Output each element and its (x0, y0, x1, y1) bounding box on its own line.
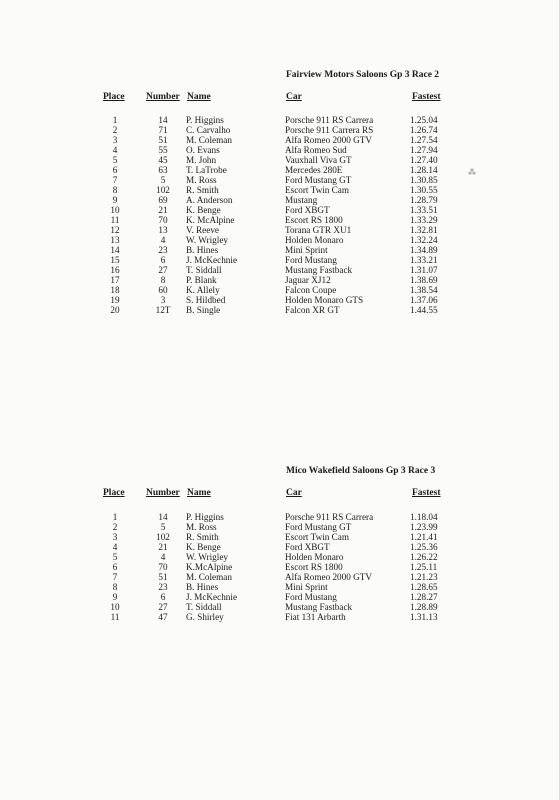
table-row (0, 195, 560, 205)
number-cell: 6 (160, 255, 166, 265)
number-cell: 51 (158, 135, 168, 145)
number-cell: 45 (158, 155, 168, 165)
fastest-lap-cell: 1.26.74 (410, 125, 438, 135)
fastest-lap-cell: 1.38.69 (410, 275, 438, 285)
car-cell: Mercedes 280E (285, 165, 343, 175)
driver-name-cell: B. Hines (186, 245, 219, 255)
fastest-lap-cell: 1.37.06 (410, 295, 438, 305)
table-row (0, 285, 560, 295)
table-row (0, 602, 560, 612)
number-cell: 12T (155, 305, 171, 315)
table-row (0, 572, 560, 582)
driver-name-cell: S. Hildbed (186, 295, 226, 305)
number-cell: 3 (160, 295, 166, 305)
place-cell: 5 (112, 552, 118, 562)
table-row (0, 245, 560, 255)
car-cell: Escort Twin Cam (285, 532, 350, 542)
place-cell: 18 (110, 285, 120, 295)
number-cell: 27 (158, 265, 168, 275)
fastest-lap-cell: 1.27.54 (410, 135, 438, 145)
place-cell: 17 (110, 275, 120, 285)
driver-name-cell: A. Anderson (186, 195, 233, 205)
place-cell: 16 (110, 265, 120, 275)
fastest-lap-cell: 1.25.11 (410, 562, 438, 572)
table-row (0, 145, 560, 155)
race2-header-place: Place (103, 488, 125, 498)
place-cell: 11 (110, 612, 120, 622)
car-cell: Porsche 911 Carrera RS (285, 125, 374, 135)
table-row (0, 305, 560, 315)
driver-name-cell: P. Higgins (186, 115, 224, 125)
number-cell: 70 (158, 562, 168, 572)
fastest-lap-cell: 1.25.36 (410, 542, 438, 552)
place-cell: 2 (112, 522, 118, 532)
fastest-lap-cell: 1.31.13 (410, 612, 438, 622)
race1-header-number: Number (146, 92, 180, 102)
race1-header-fastest: Fastest (412, 92, 441, 102)
car-cell: Alfa Romeo 2000 GTV (285, 572, 373, 582)
table-row (0, 135, 560, 145)
place-cell: 7 (112, 572, 118, 582)
driver-name-cell: P. Blank (186, 275, 217, 285)
race2-results-table (0, 512, 560, 622)
fastest-lap-cell: 1.30.85 (410, 175, 438, 185)
car-cell: Falcon Coupe (285, 285, 337, 295)
fastest-lap-cell: 1.28.14 (410, 165, 438, 175)
number-cell: 51 (158, 572, 168, 582)
place-cell: 13 (110, 235, 120, 245)
car-cell: Porsche 911 RS Carrera (285, 512, 374, 522)
race2-header-car: Car (286, 488, 302, 498)
place-cell: 9 (112, 195, 118, 205)
number-cell: 70 (158, 215, 168, 225)
fastest-lap-cell: 1.23.99 (410, 522, 438, 532)
number-cell: 4 (160, 552, 166, 562)
race2-header-name: Name (187, 488, 211, 498)
car-cell: Ford XBGT (285, 542, 330, 552)
place-cell: 1 (112, 512, 118, 522)
car-cell: Ford Mustang (285, 255, 337, 265)
car-cell: Mustang Fastback (285, 265, 353, 275)
driver-name-cell: W. Wrigley (186, 235, 228, 245)
fastest-lap-cell: 1.28.79 (410, 195, 438, 205)
place-cell: 10 (110, 205, 120, 215)
table-row (0, 582, 560, 592)
car-cell: Escort RS 1800 (285, 215, 343, 225)
driver-name-cell: G. Shirley (186, 612, 224, 622)
table-row (0, 175, 560, 185)
place-cell: 9 (112, 592, 118, 602)
place-cell: 15 (110, 255, 120, 265)
table-row (0, 265, 560, 275)
table-row (0, 532, 560, 542)
number-cell: 47 (158, 612, 168, 622)
race1-header-name: Name (187, 92, 211, 102)
table-row (0, 275, 560, 285)
table-row (0, 522, 560, 532)
car-cell: Holden Monaro (285, 552, 344, 562)
number-cell: 21 (158, 542, 168, 552)
table-row (0, 542, 560, 552)
fastest-lap-cell: 1.33.21 (410, 255, 438, 265)
table-row (0, 185, 560, 195)
place-cell: 10 (110, 602, 120, 612)
number-cell: 23 (158, 245, 168, 255)
fastest-lap-cell: 1.34.89 (410, 245, 438, 255)
driver-name-cell: K.McAlpine (186, 562, 233, 572)
driver-name-cell: T. Siddall (186, 602, 222, 612)
driver-name-cell: K. McAlpine (186, 215, 235, 225)
fastest-lap-cell: 1.32.81 (410, 225, 438, 235)
place-cell: 8 (112, 185, 118, 195)
table-row (0, 512, 560, 522)
number-cell: 102 (156, 185, 170, 195)
driver-name-cell: C. Carvalho (186, 125, 231, 135)
car-cell: Ford Mustang GT (285, 175, 352, 185)
table-row (0, 205, 560, 215)
fastest-lap-cell: 1.33.29 (410, 215, 438, 225)
driver-name-cell: P. Higgins (186, 512, 224, 522)
car-cell: Falcon XR GT (285, 305, 340, 315)
fastest-lap-cell: 1.38.54 (410, 285, 438, 295)
car-cell: Torana GTR XU1 (285, 225, 352, 235)
number-cell: 55 (158, 145, 168, 155)
place-cell: 19 (110, 295, 120, 305)
fastest-lap-cell: 1.28.89 (410, 602, 438, 612)
driver-name-cell: J. McKechnie (186, 255, 238, 265)
fastest-lap-cell: 1.30.55 (410, 185, 438, 195)
place-cell: 1 (112, 115, 118, 125)
driver-name-cell: T. Siddall (186, 265, 222, 275)
driver-name-cell: J. McKechnie (186, 592, 238, 602)
car-cell: Vauxhall Viva GT (285, 155, 352, 165)
driver-name-cell: B. Single (186, 305, 221, 315)
fastest-lap-cell: 1.33.51 (410, 205, 438, 215)
driver-name-cell: K. Benge (186, 542, 221, 552)
place-cell: 12 (110, 225, 120, 235)
car-cell: Mustang Fastback (285, 602, 353, 612)
number-cell: 27 (158, 602, 168, 612)
driver-name-cell: M. John (186, 155, 217, 165)
table-row (0, 155, 560, 165)
car-cell: Escort RS 1800 (285, 562, 343, 572)
driver-name-cell: W. Wrigley (186, 552, 228, 562)
place-cell: 6 (112, 562, 118, 572)
number-cell: 6 (160, 592, 166, 602)
table-row (0, 562, 560, 572)
table-row (0, 592, 560, 602)
place-cell: 3 (112, 135, 118, 145)
number-cell: 14 (158, 512, 168, 522)
race2-header-number: Number (146, 488, 180, 498)
race2-title: Mico Wakefield Saloons Gp 3 Race 3 (286, 466, 436, 476)
car-cell: Mini Sprint (285, 245, 328, 255)
fastest-lap-cell: 1.32.24 (410, 235, 438, 245)
table-row (0, 235, 560, 245)
table-row (0, 215, 560, 225)
race1-results-table (0, 115, 560, 315)
place-cell: 4 (112, 542, 118, 552)
car-cell: Jaguar XJ12 (285, 275, 331, 285)
place-cell: 20 (110, 305, 120, 315)
number-cell: 21 (158, 205, 168, 215)
fastest-lap-cell: 1.31.07 (410, 265, 438, 275)
table-row (0, 225, 560, 235)
car-cell: Ford Mustang (285, 592, 337, 602)
number-cell: 14 (158, 115, 168, 125)
place-cell: 3 (112, 532, 118, 542)
number-cell: 60 (158, 285, 168, 295)
fastest-lap-cell: 1.21.23 (410, 572, 438, 582)
race1-title: Fairview Motors Saloons Gp 3 Race 2 (286, 70, 440, 80)
number-cell: 71 (158, 125, 168, 135)
fastest-lap-cell: 1.26.22 (410, 552, 438, 562)
driver-name-cell: M. Coleman (186, 135, 232, 145)
car-cell: Mini Sprint (285, 582, 328, 592)
driver-name-cell: R. Smith (186, 185, 219, 195)
driver-name-cell: R. Smith (186, 532, 219, 542)
driver-name-cell: V. Reeve (186, 225, 219, 235)
race2-header-fastest: Fastest (412, 488, 441, 498)
place-cell: 14 (110, 245, 120, 255)
number-cell: 23 (158, 582, 168, 592)
fastest-lap-cell: 1.44.55 (410, 305, 438, 315)
driver-name-cell: M. Ross (186, 522, 217, 532)
number-cell: 63 (158, 165, 168, 175)
fastest-lap-cell: 1.21.41 (410, 532, 438, 542)
number-cell: 4 (160, 235, 166, 245)
number-cell: 5 (160, 175, 166, 185)
table-row (0, 255, 560, 265)
fastest-lap-cell: 1.25.04 (410, 115, 438, 125)
driver-name-cell: K. Benge (186, 205, 221, 215)
number-cell: 69 (158, 195, 168, 205)
number-cell: 102 (156, 532, 170, 542)
race1-header-car: Car (286, 92, 302, 102)
number-cell: 13 (158, 225, 168, 235)
place-cell: 11 (110, 215, 120, 225)
car-cell: Porsche 911 RS Carrera (285, 115, 374, 125)
number-cell: 8 (160, 275, 166, 285)
car-cell: Ford XBGT (285, 205, 330, 215)
place-cell: 7 (112, 175, 118, 185)
driver-name-cell: O. Evans (186, 145, 220, 155)
table-row (0, 612, 560, 622)
car-cell: Holden Monaro (285, 235, 344, 245)
fastest-lap-cell: 1.27.40 (410, 155, 438, 165)
table-row (0, 295, 560, 305)
driver-name-cell: M. Ross (186, 175, 217, 185)
place-cell: 5 (112, 155, 118, 165)
fastest-lap-cell: 1.27.94 (410, 145, 438, 155)
fastest-lap-cell: 1.28.65 (410, 582, 438, 592)
fastest-lap-cell: 1.18.04 (410, 512, 438, 522)
number-cell: 5 (160, 522, 166, 532)
car-cell: Mustang (285, 195, 318, 205)
car-cell: Alfa Romeo 2000 GTV (285, 135, 373, 145)
car-cell: Holden Monaro GTS (285, 295, 364, 305)
car-cell: Fiat 131 Arbarth (285, 612, 346, 622)
place-cell: 8 (112, 582, 118, 592)
place-cell: 4 (112, 145, 118, 155)
place-cell: 2 (112, 125, 118, 135)
table-row (0, 165, 560, 175)
driver-name-cell: M. Coleman (186, 572, 232, 582)
car-cell: Alfa Romeo Sud (285, 145, 347, 155)
driver-name-cell: K. Allely (186, 285, 220, 295)
driver-name-cell: B. Hines (186, 582, 219, 592)
driver-name-cell: T. LaTrobe (186, 165, 227, 175)
table-row (0, 552, 560, 562)
table-row (0, 125, 560, 135)
scan-mark: ⁂ (468, 168, 476, 177)
car-cell: Ford Mustang GT (285, 522, 352, 532)
race1-header-place: Place (103, 92, 125, 102)
car-cell: Escort Twin Cam (285, 185, 350, 195)
place-cell: 6 (112, 165, 118, 175)
table-row (0, 115, 560, 125)
fastest-lap-cell: 1.28.27 (410, 592, 438, 602)
